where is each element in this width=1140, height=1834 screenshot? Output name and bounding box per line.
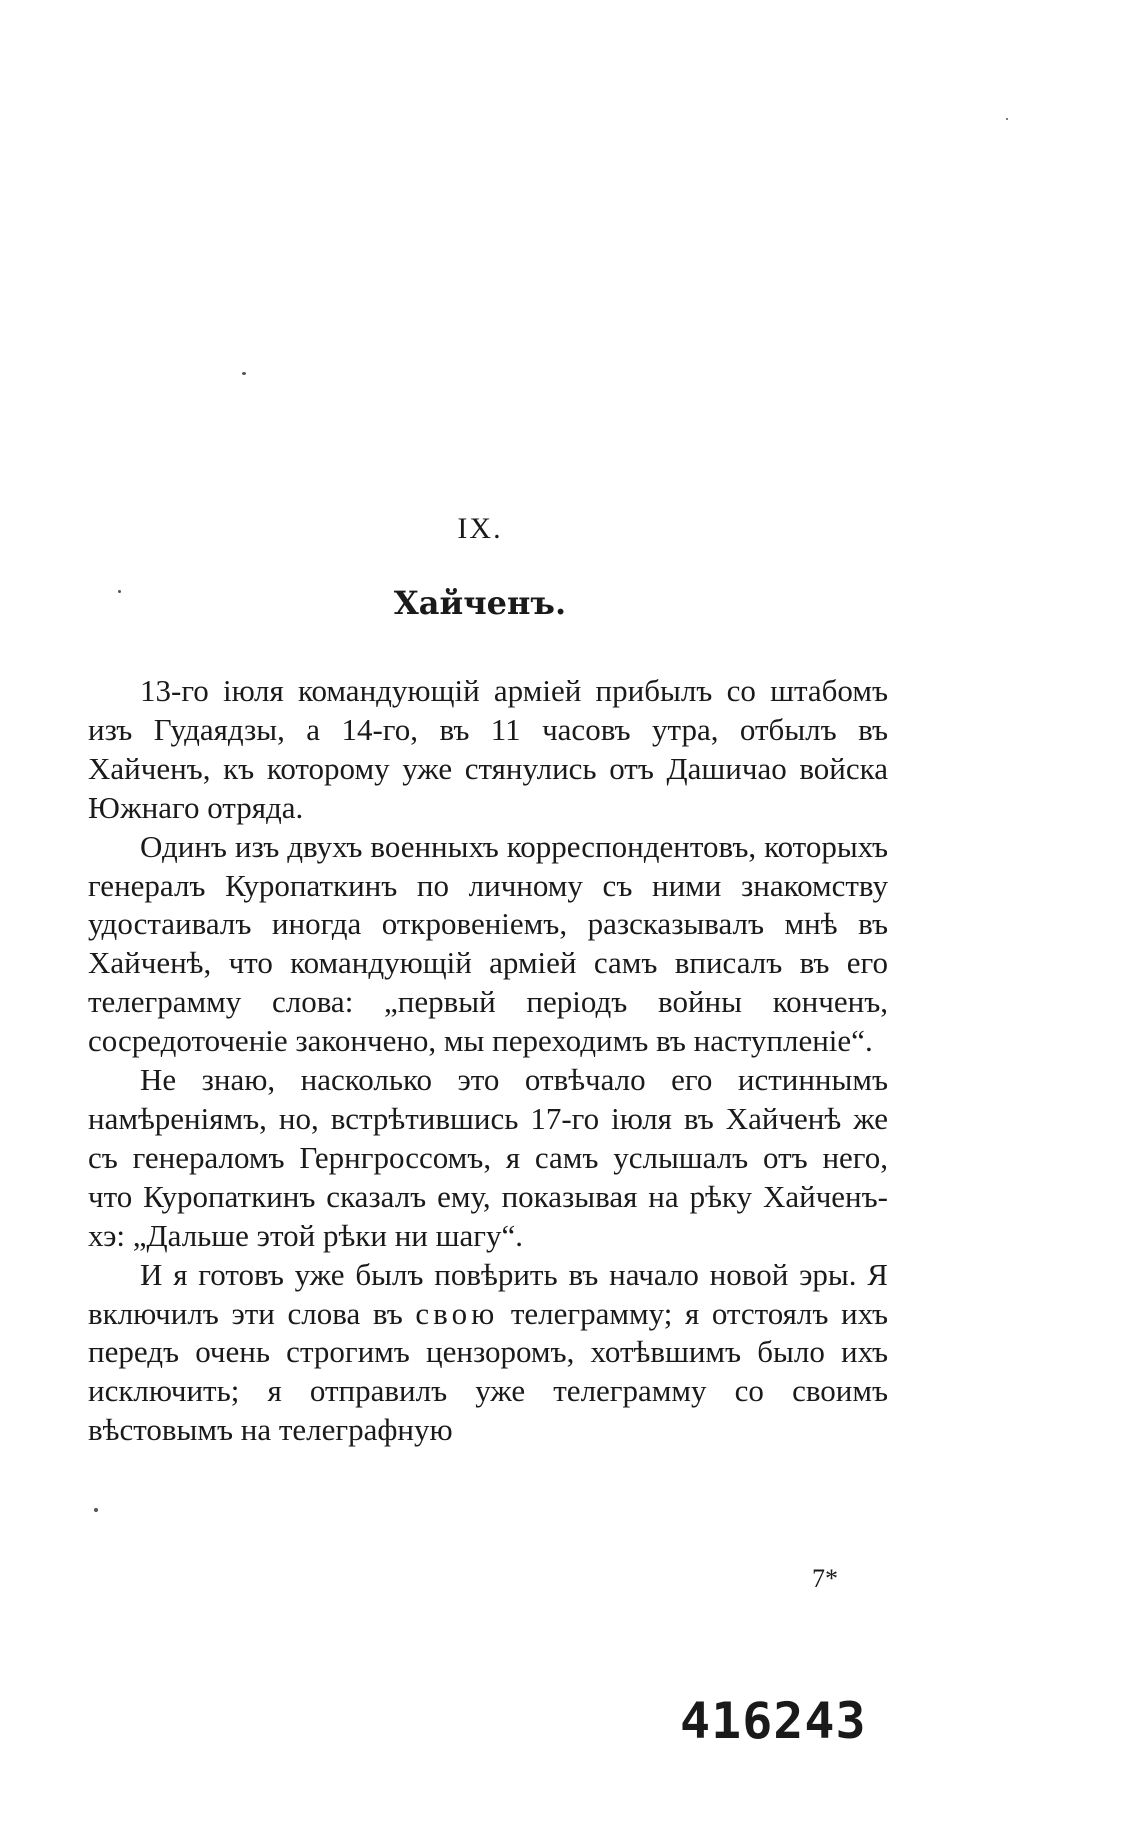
paragraph-4 bbox=[88, 1256, 888, 1451]
inventory-number: 416243 bbox=[680, 1692, 867, 1750]
print-speck bbox=[242, 372, 246, 375]
print-speck bbox=[118, 590, 121, 593]
paragraph-4-text-after: телеграмму; я отстоялъ ихъ передъ очень строгимъ цензоромъ, хотѣвшимъ было ихъ исключить; я отправилъ уже телеграмму со своимъ вѣстовымъ на телеграфную bbox=[88, 1295, 888, 1448]
chapter-number: IX. bbox=[457, 512, 503, 545]
print-speck bbox=[94, 1508, 98, 1512]
body-text bbox=[88, 672, 888, 1450]
signature-mark: 7* bbox=[812, 1564, 838, 1593]
paragraph-2: Одинъ изъ двухъ военныхъ корреспондентовъ, которыхъ генералъ Куропаткинъ по личному съ ними знакомству удостаивалъ иногда откровенiемъ, разсказывалъ мнѣ въ Хайченѣ, что командующiй армiей самъ вписалъ въ его телеграмму слова: „первый перiодъ войны конченъ, сосредоточенiе закончено, мы переходимъ въ наступленiе“. bbox=[88, 828, 888, 1059]
print-speck bbox=[1006, 118, 1008, 120]
paragraph-1: 13-го iюля командующiй армiей прибылъ со штабомъ изъ Гудаядзы, а 14-го, въ 11 часовъ утра, отбылъ въ Хайченъ, къ которому уже стянулись отъ Дашичао войска Южнаго отряда. bbox=[88, 673, 888, 825]
paragraph-4-emphasis: свою bbox=[415, 1295, 499, 1331]
chapter-title: Хайченъ. bbox=[393, 584, 567, 622]
paragraph-3: Не знаю, насколько это отвѣчало его истиннымъ намѣренiямъ, но, встрѣтившись 17-го iюля въ Хайченѣ же съ генераломъ Гернгроссомъ, я самъ услышалъ отъ него, что Куропаткинъ сказалъ ему, показывая на рѣку Хайченъ-хэ: „Дальше этой рѣки ни шагу“. bbox=[88, 1062, 888, 1253]
paragraph-4-text-before: И я готовъ уже былъ повѣрить въ начало новой эры. Я включилъ эти слова въ bbox=[88, 1256, 888, 1331]
